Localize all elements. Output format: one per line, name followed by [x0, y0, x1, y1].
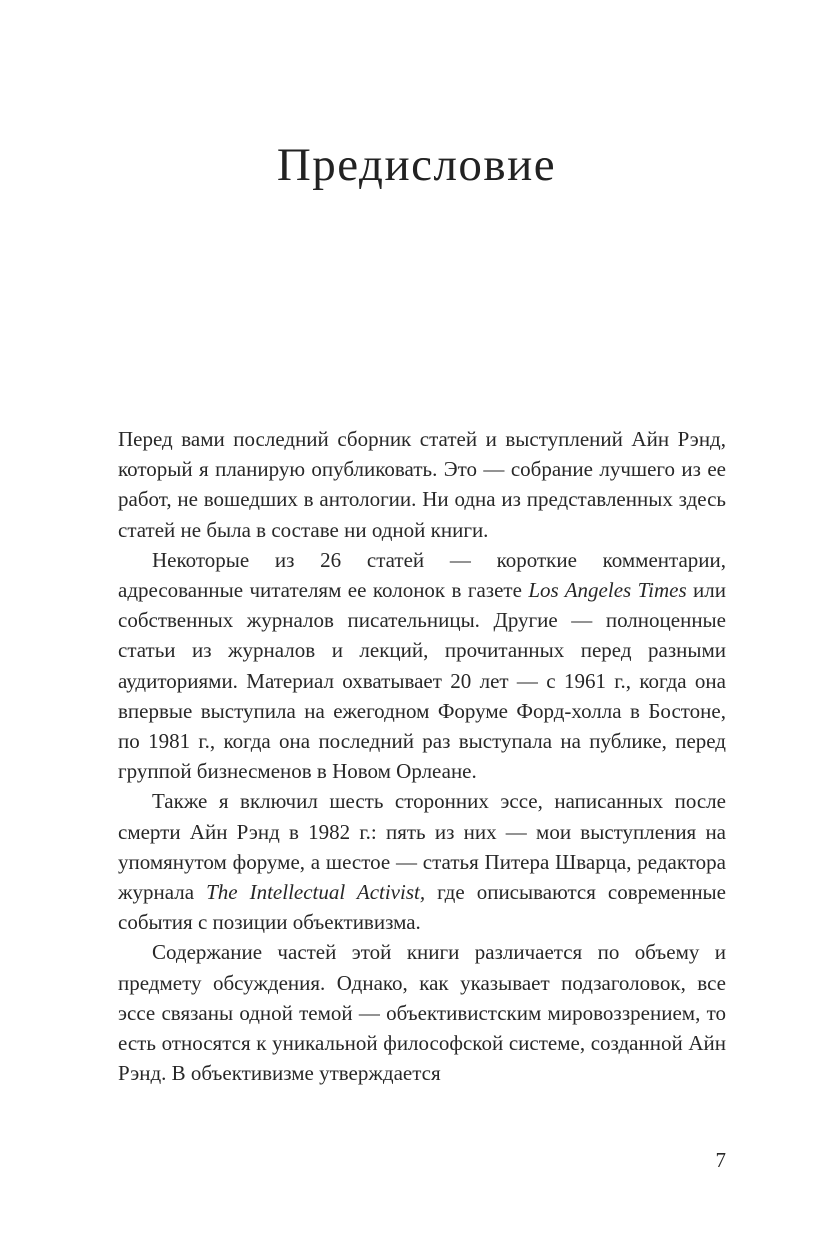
chapter-title: Предисловие — [276, 139, 557, 191]
paragraph-1 — [118, 424, 726, 545]
paragraph-4 — [118, 937, 726, 1088]
paragraph-3-publication-title: The Intellectual Activist, — [206, 880, 426, 905]
paragraph-2-publication-title: Los Angeles Times — [528, 578, 687, 603]
paragraph-4-text: Содержание частей этой книги различается по объему и предмету обсуждения. Однако, как указывает подзаголовок, все эссе связаны одной темой — объективистским мировоззрением, то есть относятся к уникальной философской системе, созданной Айн Рэнд. В объективизме утверждается — [118, 940, 726, 1086]
paragraph-2 — [118, 545, 726, 787]
paragraph-3 — [118, 786, 726, 937]
paragraph-2-text-continued: или собственных журналов писательницы. Другие — полноценные статьи из журналов и лекций, прочитанных перед разными аудиториями. Материал охватывает 20 лет — с 1961 г., когда она впервые выступила на ежегодном Форуме Форд-холла в Бостоне, по 1981 г., когда она последний раз выступала на публике, перед группой бизнесменов в Новом Орлеане. — [118, 578, 726, 784]
paragraph-2-text: Некоторые из 26 статей — короткие комментарии, адресованные читателям ее колонок в газете — [118, 547, 726, 603]
paragraph-3-text-continued: где описываются современные события с позиции объективизма. — [118, 880, 726, 935]
paragraph-1-text: Перед вами последний сборник статей и выступлений Айн Рэнд, который я планирую опубликовать. Это — собрание лучшего из ее работ, не вошедших в антологии. Ни одна из представленных здесь статей не была в составе ни одной книги. — [118, 427, 726, 542]
paragraph-3-text: Также я включил шесть сторонних эссе, написанных после смерти Айн Рэнд в 1982 г.: пять из них — мои выступления на упомянутом форуме, а шестое — статья Питера Шварца, редактора журнала — [118, 789, 726, 905]
page-number: 7 — [715, 1148, 726, 1172]
body-text — [118, 424, 726, 1088]
